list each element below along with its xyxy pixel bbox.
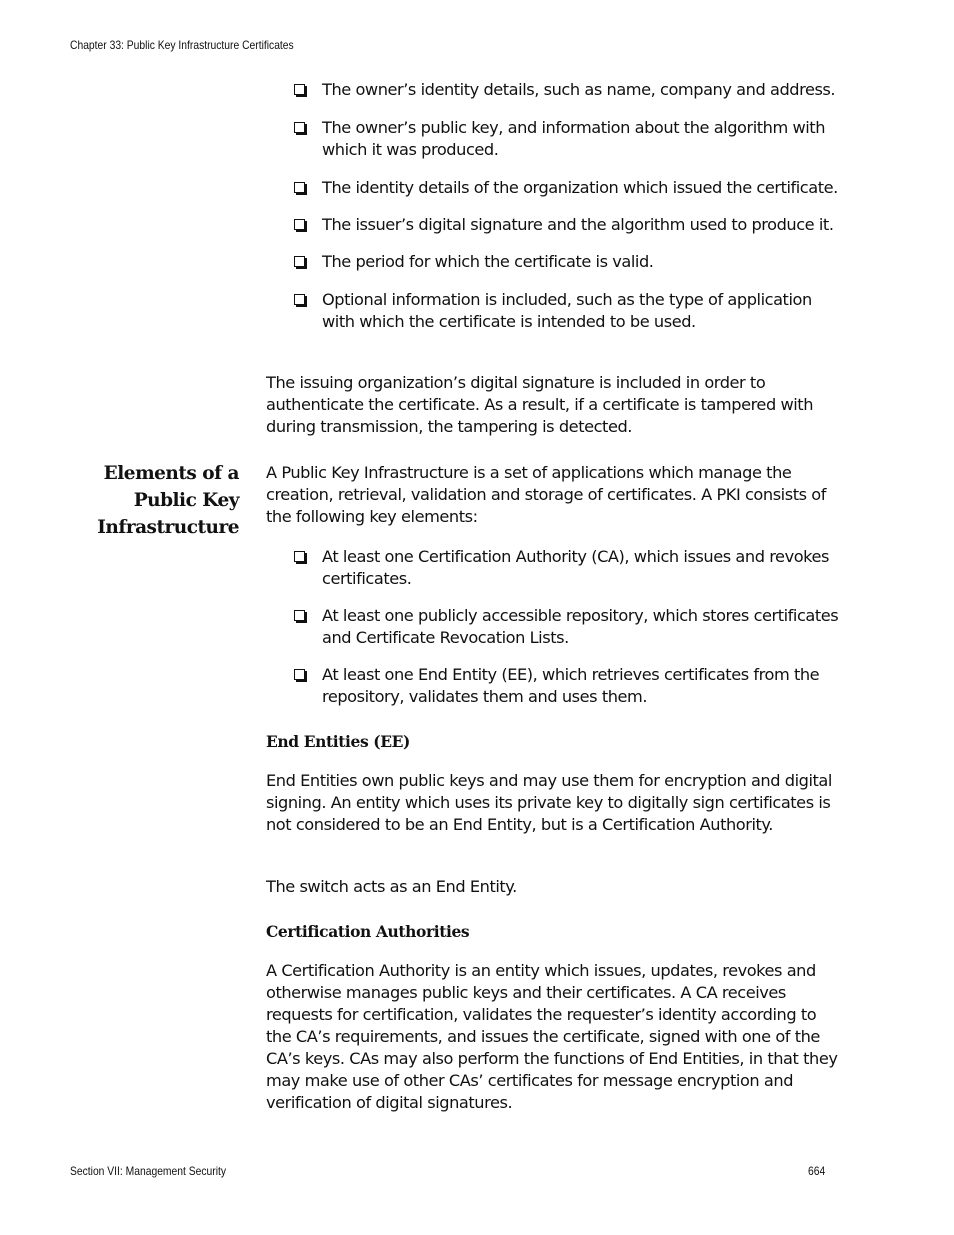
end-entities-heading: End Entities (EE) [266,732,410,751]
page-footer-section: Section VII: Management Security [70,1164,227,1178]
checkbox-bullet-icon [294,551,305,562]
checkbox-bullet-icon [294,219,305,230]
certification-authorities-paragraph: A Certification Authority is an entity which issues, updates, revokes and otherwise manages public keys and their certificates. A CA receives requests for certification, validates the requester’s identity according to the CA’s requirements, and issues the certificate, signed with one of the CA’s keys. CAs may also perform the functions of End Entities, in that they may make use of other CAs’ certificates for message encryption and verification of digital signatures. [266,961,838,1112]
list-item: The owner’s identity details, such as name, company and address. [294,79,842,101]
switch-paragraph: The switch acts as an End Entity. [266,877,517,896]
end-entities-paragraph: End Entities own public keys and may use them for encryption and digital signing. An entity which uses its private key to digitally sign certificates is not considered to be an End Entity, but is a Certification Authority. [266,771,832,834]
list-item: At least one End Entity (EE), which retrieves certificates from the repository, validates them and uses them. [294,664,842,708]
list-item: At least one publicly accessible repository, which stores certificates and Certificate Revocation Lists. [294,605,842,649]
list-item: The owner’s public key, and information about the algorithm with which it was produced. [294,117,842,161]
checkbox-bullet-icon [294,122,305,133]
list-item: The issuer’s digital signature and the algorithm used to produce it. [294,214,842,236]
certificate-contents-list [294,79,842,333]
list-item: At least one Certification Authority (CA), which issues and revokes certificates. [294,546,842,590]
checkbox-bullet-icon [294,256,305,267]
page-number: 664 [808,1164,826,1178]
signature-paragraph: The issuing organization’s digital signature is included in order to authenticate the certificate. As a result, if a certificate is tampered with during transmission, the tampering is detected. [266,373,814,436]
checkbox-bullet-icon [294,182,305,193]
checkbox-bullet-icon [294,294,305,305]
checkbox-bullet-icon [294,84,305,95]
list-item: The period for which the certificate is valid. [294,251,842,273]
certification-authorities-heading: Certification Authorities [266,922,470,941]
checkbox-bullet-icon [294,669,305,680]
page-header: Chapter 33: Public Key Infrastructure Certificates [70,38,294,52]
checkbox-bullet-icon [294,610,305,621]
list-item: The identity details of the organization which issued the certificate. [294,177,842,199]
list-item: Optional information is included, such as the type of application with which the certificate is intended to be used. [294,289,842,333]
pki-intro-paragraph: A Public Key Infrastructure is a set of applications which manage the creation, retrieval, validation and storage of certificates. A PKI consists of the following key elements: [266,463,826,526]
pki-elements-list [294,546,842,708]
section-heading: Elements of a Public Key Infrastructure [97,463,239,538]
